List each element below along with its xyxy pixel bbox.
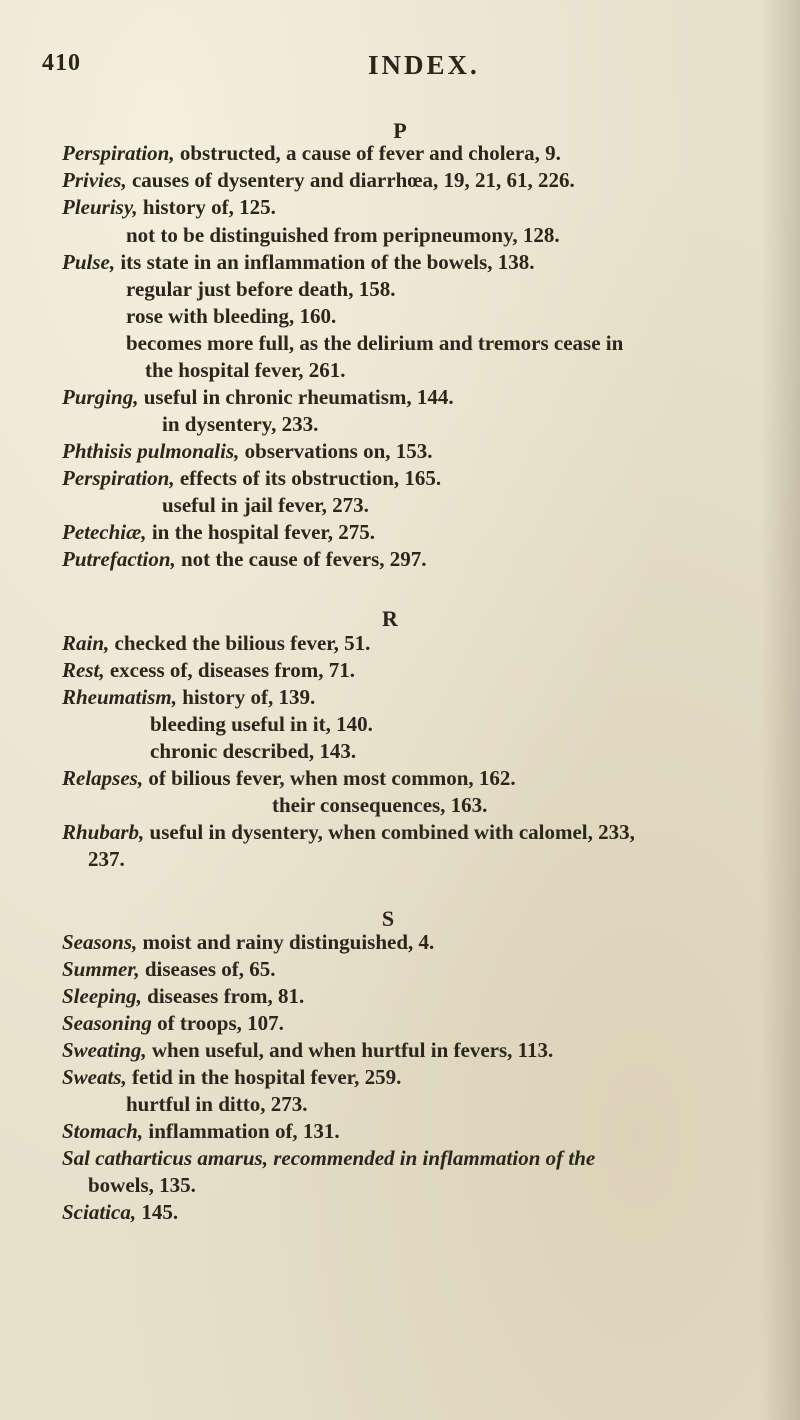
index-entry: Sal catharticus amarus, recommended in inflammation of the: [62, 1146, 596, 1170]
index-entry: Sweats, fetid in the hospital fever, 259.: [62, 1065, 402, 1089]
index-subentry: hurtful in ditto, 273.: [126, 1092, 308, 1116]
section-letter-s: S: [381, 906, 395, 931]
index-subentry: not to be distinguished from peripneumony, 128.: [126, 223, 560, 247]
page-number: 410: [42, 50, 81, 76]
index-entry: Putrefaction, not the cause of fevers, 297.: [62, 547, 427, 571]
index-entry: Phthisis pulmonalis, observations on, 153.: [62, 439, 433, 463]
index-entry: Rest, excess of, diseases from, 71.: [62, 658, 355, 682]
index-subentry: bleeding useful in it, 140.: [150, 712, 373, 736]
index-entry: Rhubarb, useful in dysentery, when combined with calomel, 233,: [62, 820, 635, 844]
index-entry: Summer, diseases of, 65.: [62, 957, 276, 981]
index-subentry: in dysentery, 233.: [162, 412, 319, 436]
section-letter-r: R: [382, 606, 398, 631]
index-subentry: becomes more full, as the delirium and tremors cease in: [126, 331, 624, 355]
index-subentry: useful in jail fever, 273.: [162, 493, 369, 517]
index-entry: Rain, checked the bilious fever, 51.: [62, 631, 371, 655]
index-entry: Seasons, moist and rainy distinguished, 4.: [62, 930, 435, 954]
index-entry: Sciatica, 145.: [62, 1200, 179, 1224]
index-subentry: chronic described, 143.: [150, 739, 357, 763]
index-entry: Privies, causes of dysentery and diarrhœa, 19, 21, 61, 226.: [62, 168, 575, 192]
index-entry: Perspiration, effects of its obstruction, 165.: [62, 466, 442, 490]
index-subentry: rose with bleeding, 160.: [126, 304, 337, 328]
page-header: [42, 50, 742, 90]
index-entry: Purging, useful in chronic rheumatism, 144.: [62, 385, 454, 409]
index-entry: Perspiration, obstructed, a cause of fever and cholera, 9.: [62, 141, 561, 165]
index-entry: Seasoning of troops, 107.: [62, 1011, 284, 1035]
index-entry: Rheumatism, history of, 139.: [62, 685, 316, 709]
index-entry: Stomach, inflammation of, 131.: [62, 1119, 340, 1143]
index-subentry: bowels, 135.: [88, 1173, 196, 1197]
index-subentry: regular just before death, 158.: [126, 277, 396, 301]
section-letter-p: P: [393, 118, 407, 143]
index-subentry: the hospital fever, 261.: [145, 358, 346, 382]
running-title: INDEX.: [368, 50, 480, 80]
index-entry: Pulse, its state in an inflammation of the bowels, 138.: [62, 250, 535, 274]
index-subentry: 237.: [88, 847, 125, 871]
index-entry: Pleurisy, history of, 125.: [62, 195, 276, 219]
index-entry: Relapses, of bilious fever, when most common, 162.: [62, 766, 516, 790]
index-entry: Sleeping, diseases from, 81.: [62, 984, 305, 1008]
page-edge-shadow: [760, 0, 800, 1420]
index-subentry: their consequences, 163.: [272, 793, 488, 817]
index-entry: Petechiæ, in the hospital fever, 275.: [62, 520, 376, 544]
index-entry: Sweating, when useful, and when hurtful in fevers, 113.: [62, 1038, 554, 1062]
